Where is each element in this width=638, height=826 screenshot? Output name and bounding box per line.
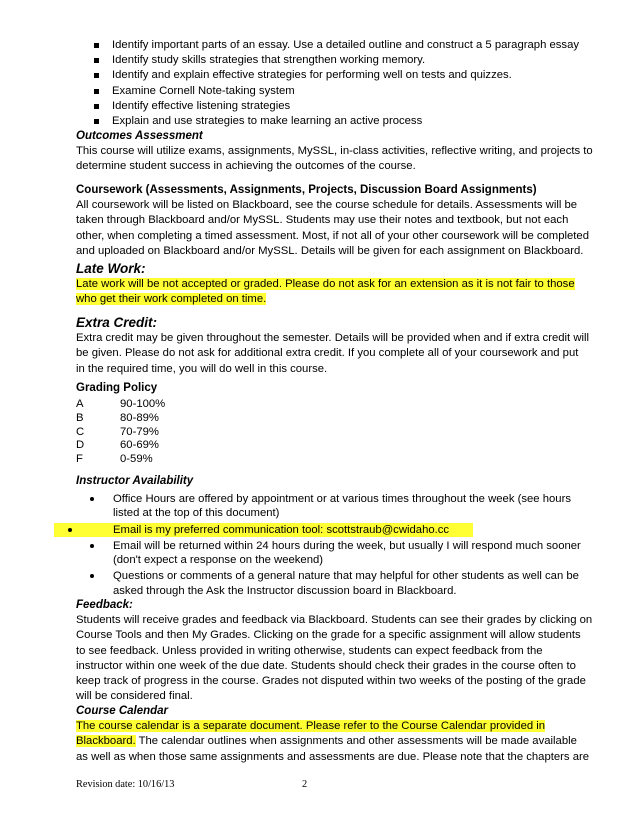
paragraph-line: be given. Please do not ask for additional extra credit. If you complete all of your coursework and put bbox=[76, 347, 579, 360]
late-work-section bbox=[76, 260, 606, 308]
feedback-heading: Feedback: bbox=[76, 599, 133, 611]
list-item: Questions or comments of a general nature that may helpful for other students as well can be asked through the Ask the Instructor discussion board in Blackboard. bbox=[76, 569, 606, 598]
highlighted-text: Blackboard. bbox=[76, 735, 136, 748]
list-item: Email will be returned within 24 hours during the week, but usually I will respond much sooner (don't expect a response on the weekend) bbox=[76, 539, 606, 568]
grade-row: A 90-100% bbox=[76, 398, 166, 410]
paragraph-line: and uploaded on Blackboard and/or MySSL. Details will be given for each assignment on Blackboard. bbox=[76, 244, 584, 257]
list-item: Explain and use strategies to make learning an active process bbox=[92, 114, 579, 129]
page-number: 2 bbox=[302, 779, 308, 790]
paragraph-text: The calendar outlines when assignments and other assessments will be made available bbox=[135, 735, 577, 748]
highlighted-line: The course calendar is a separate document. Please refer to the Course Calendar provided in bbox=[76, 720, 546, 732]
email-text: Email is my preferred communication tool: scottstraub@cwidaho.cc bbox=[113, 523, 450, 536]
list-item: Identify effective listening strategies bbox=[92, 99, 579, 114]
grading-heading: Grading Policy bbox=[76, 382, 158, 394]
outcomes-section bbox=[76, 129, 606, 175]
paragraph-line: taken through Blackboard and/or MySSL. Students may use their notes and textbook, but not each bbox=[76, 214, 569, 227]
paragraph-line: Course Tools and then My Grades. Clicking on the grade for a specific assignment will allow students bbox=[76, 629, 581, 642]
paragraph-line: This course will utilize exams, assignments, MySSL, in-class activities, reflective writing, and projects to bbox=[76, 145, 593, 157]
paragraph-line: determine student success in achieving the outcomes of the course. bbox=[76, 160, 416, 173]
grade-row: D 60-69% bbox=[76, 439, 159, 452]
grading-section bbox=[76, 381, 606, 467]
instructor-list bbox=[76, 492, 606, 598]
late-work-heading: Late Work: bbox=[76, 261, 146, 276]
outcomes-heading: Outcomes Assessment bbox=[76, 130, 203, 142]
coursework-heading: Coursework (Assessments, Assignments, Projects, Discussion Board Assignments) bbox=[76, 184, 537, 196]
paragraph-line: instructor within one week of the due date. Students should check their grades in the course often to bbox=[76, 659, 576, 672]
paragraph-line: All coursework will be listed on Blackboard, see the course schedule for details. Assessments will be bbox=[76, 199, 578, 211]
extra-credit-section bbox=[76, 314, 606, 377]
highlighted-line: Late work will be not accepted or graded. Please do not ask for an extension as it is not fair to those bbox=[76, 278, 575, 290]
revision-date: Revision date: 10/16/13 bbox=[76, 779, 175, 790]
grade-row: C 70-79% bbox=[76, 425, 159, 438]
highlighted-line: who get their work completed on time. bbox=[76, 293, 267, 306]
paragraph-line: keep track of progress in the course. Grades not disputed within two weeks of the posting of the grade bbox=[76, 675, 586, 688]
instructor-heading: Instructor Availability bbox=[76, 475, 194, 487]
list-item: Identify important parts of an essay. Use a detailed outline and construct a 5 paragraph essay bbox=[92, 38, 579, 53]
instructor-section bbox=[76, 474, 606, 600]
grade-row: B 80-89% bbox=[76, 411, 159, 424]
coursework-section bbox=[76, 183, 606, 259]
list-item: Examine Cornell Note-taking system bbox=[92, 84, 579, 99]
paragraph-line: will be considered final. bbox=[76, 690, 193, 703]
list-item: Identify study skills strategies that strengthen working memory. bbox=[92, 53, 579, 68]
grade-row: F 0-59% bbox=[76, 453, 153, 466]
extra-credit-heading: Extra Credit: bbox=[76, 315, 158, 330]
calendar-heading: Course Calendar bbox=[76, 705, 169, 717]
paragraph-line: other, when completing a timed assessment. Most, if not all of your other coursework will be completed bbox=[76, 229, 589, 242]
paragraph-line: Students will receive grades and feedback via Blackboard. Students can see their grades by clicking on bbox=[76, 614, 593, 626]
objectives-list bbox=[92, 38, 579, 129]
list-item bbox=[54, 523, 473, 537]
list-item: Identify and explain effective strategies for performing well on tests and quizzes. bbox=[92, 68, 579, 83]
paragraph-line: Extra credit may be given throughout the semester. Details will be provided when and if extra credit will bbox=[76, 332, 590, 344]
paragraph-line: as well as when those same assignments and assessments are due. Please note that the chapters are bbox=[76, 750, 590, 763]
list-item: Office Hours are offered by appointment or at various times throughout the week (see hours listed at the top of this document) bbox=[76, 492, 606, 521]
paragraph-line: in the required time, you will do well in this course. bbox=[76, 362, 328, 375]
calendar-section bbox=[76, 704, 606, 765]
feedback-section bbox=[76, 598, 606, 705]
paragraph-line: to see feedback. Unless provided in writing otherwise, students can expect feedback from the bbox=[76, 644, 543, 657]
